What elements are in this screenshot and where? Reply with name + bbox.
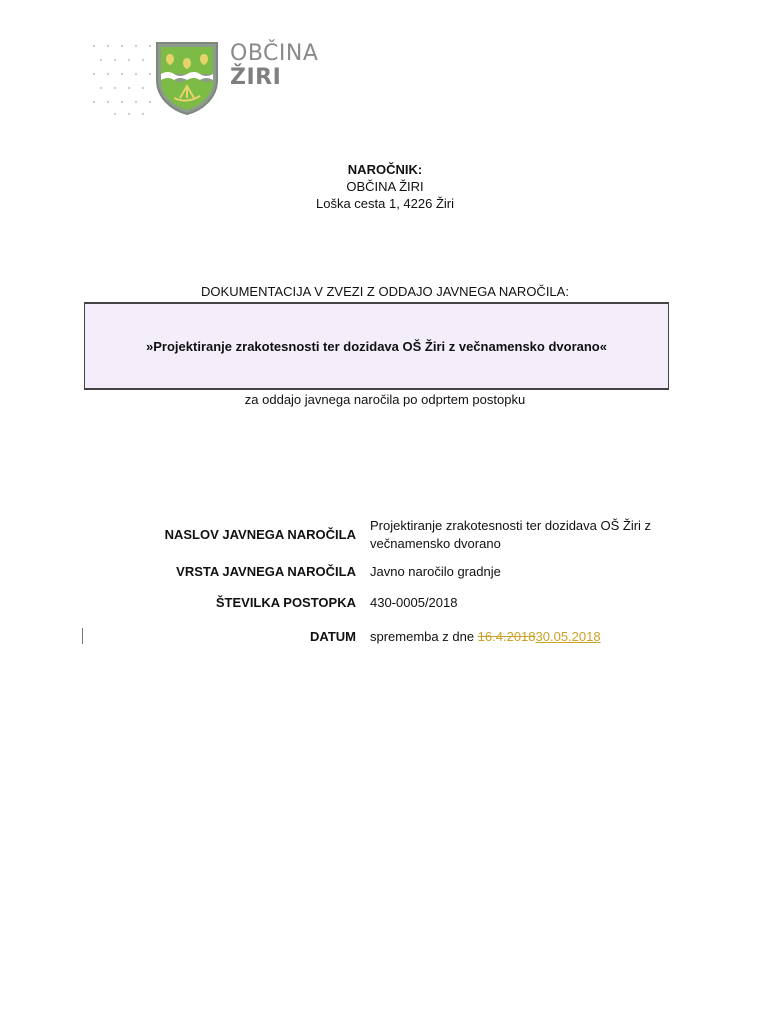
info-label-date: DATUM	[310, 629, 356, 644]
client-label: NAROČNIK:	[347, 162, 423, 177]
change-bar-marker	[82, 628, 83, 644]
date-deleted: 16.4.2018	[477, 629, 536, 644]
info-value-type: Javno naročilo gradnje	[370, 564, 501, 579]
info-value-number: 430-0005/2018	[370, 595, 458, 610]
logo-dot-pattern	[88, 38, 158, 118]
info-value-date	[370, 628, 660, 646]
client-block	[0, 161, 770, 212]
info-label-type: VRSTA JAVNEGA NAROČILA	[176, 564, 356, 579]
logo-text-line2: ŽIRI	[230, 65, 282, 90]
info-label-title: NASLOV JAVNEGA NAROČILA	[164, 527, 356, 542]
client-address: Loška cesta 1, 4226 Žiri	[315, 196, 455, 211]
municipality-logo	[88, 38, 318, 120]
date-prefix: sprememba z dne	[370, 629, 478, 644]
info-row-number	[100, 586, 700, 620]
procedure-description: za oddajo javnega naročila po odprtem postopku	[244, 392, 526, 407]
coat-of-arms-icon	[154, 40, 220, 116]
procurement-title-box	[84, 302, 669, 390]
info-value-title: Projektiranje zrakotesnosti ter dozidava OŠ Žiri z večnamensko dvorano	[370, 518, 652, 551]
info-row-date	[100, 620, 700, 654]
logo-wordmark	[230, 42, 318, 90]
info-label-number: ŠTEVILKA POSTOPKA	[215, 595, 356, 610]
info-row-title	[100, 512, 700, 558]
document-heading: DOKUMENTACIJA V ZVEZI Z ODDAJO JAVNEGA NAROČILA:	[201, 284, 569, 299]
info-row-type	[100, 558, 700, 586]
procurement-title: »Projektiranje zrakotesnosti ter dozidava OŠ Žiri z večnamensko dvorano«	[146, 338, 607, 354]
date-inserted: 30.05.2018	[535, 629, 601, 644]
client-name: OBČINA ŽIRI	[346, 179, 424, 194]
info-table	[100, 512, 700, 654]
logo-text-line1: OBČINA	[230, 41, 319, 66]
